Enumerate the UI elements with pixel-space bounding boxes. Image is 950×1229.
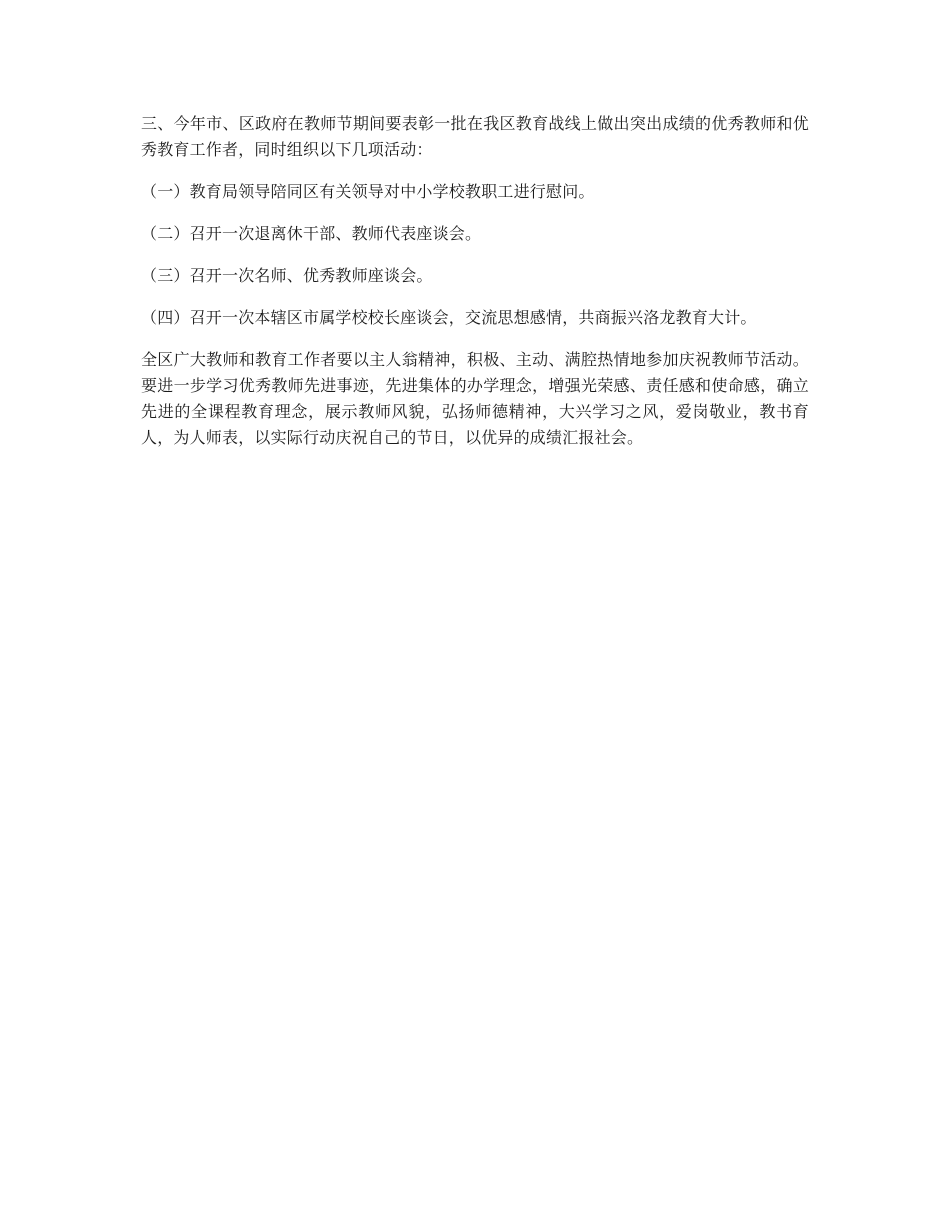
list-item-4: （四）召开一次本辖区市属学校校长座谈会，交流思想感情，共商振兴洛龙教育大计。	[141, 308, 757, 327]
list-item-3: （三）召开一次名师、优秀教师座谈会。	[141, 266, 433, 285]
list-item-2: （二）召开一次退离休干部、教师代表座谈会。	[141, 224, 482, 243]
paragraph-closing: 全区广大教师和教育工作者要以主人翁精神，积极、主动、满腔热情地参加庆祝教师节活动。要进一步学习优秀教师先进事迹，先进集体的办学理念，增强光荣感、责任感和使命感，确立先进的全课程教育理念，展示教师风貌，弘扬师德精神，大兴学习之风，爱岗敬业，教书育人，为人师表，以实际行动庆祝自己的节日，以优异的成绩汇报社会。	[141, 350, 809, 447]
paragraph-intro: 三、今年市、区政府在教师节期间要表彰一批在我区教育战线上做出突出成绩的优秀教师和优秀教育工作者，同时组织以下几项活动：	[141, 114, 809, 159]
document-body	[141, 111, 809, 451]
list-item-1: （一）教育局领导陪同区有关领导对中小学校教职工进行慰问。	[141, 182, 595, 201]
